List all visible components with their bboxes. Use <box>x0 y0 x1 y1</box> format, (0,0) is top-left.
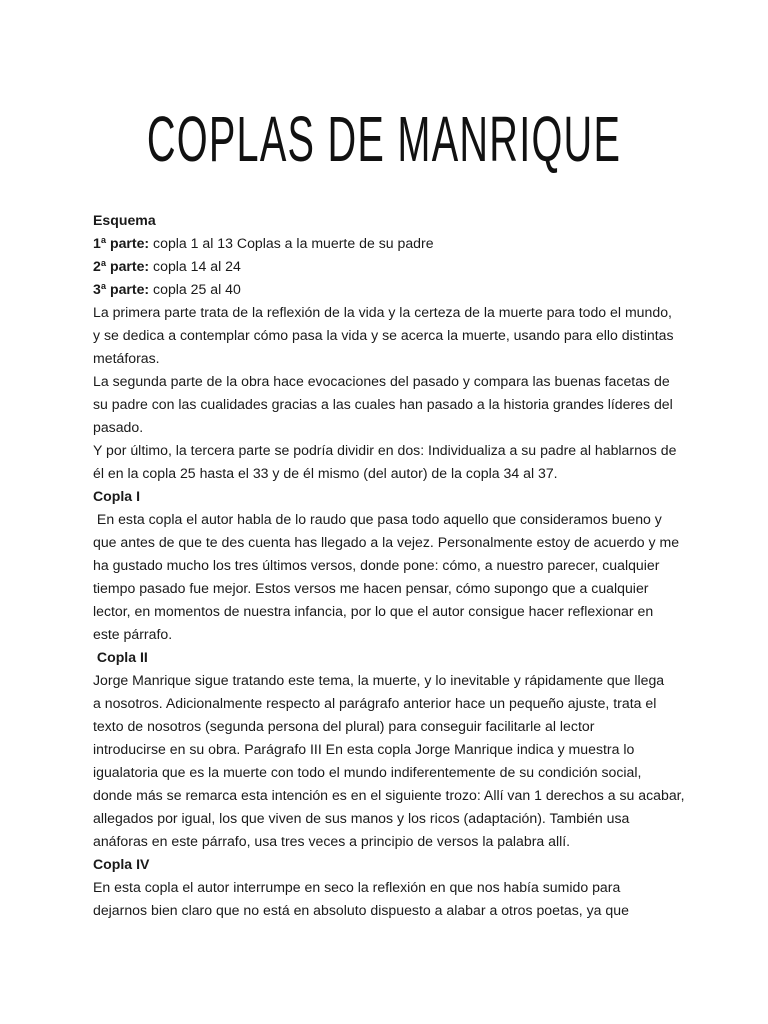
section-heading <box>93 485 683 508</box>
text-line <box>93 784 683 807</box>
line-text: En esta copla el autor habla de lo raudo que pasa todo aquello que consideramos bueno y <box>93 511 662 527</box>
bold-label: Esquema <box>93 212 156 228</box>
line-text: ha gustado mucho los tres últimos versos, donde pone: cómo, a nuestro parecer, cualquier <box>93 557 660 573</box>
line-text: donde más se remarca esta intención es en el siguiente trozo: Allí van 1 derechos a su acabar, <box>93 787 685 803</box>
line-text: él en la copla 25 hasta el 33 y de él mismo (del autor) de la copla 34 al 37. <box>93 465 558 481</box>
text-line <box>93 692 683 715</box>
line-text: introducirse en su obra. Parágrafo III En esta copla Jorge Manrique indica y muestra lo <box>93 741 635 757</box>
line-text: metáforas. <box>93 350 160 366</box>
line-text: a nosotros. Adicionalmente respecto al parágrafo anterior hace un pequeño ajuste, trata el <box>93 695 657 711</box>
line-text: copla 14 al 24 <box>149 258 241 274</box>
text-line <box>93 301 683 324</box>
text-line <box>93 623 683 646</box>
text-line <box>93 324 683 347</box>
text-line <box>93 669 683 692</box>
line-text: anáforas en este párrafo, usa tres veces a principio de versos la palabra allí. <box>93 833 571 849</box>
line-text: En esta copla el autor interrumpe en seco la reflexión en que nos había sumido para <box>93 879 621 895</box>
line-text: copla 25 al 40 <box>149 281 241 297</box>
bold-label: Copla IV <box>93 856 150 872</box>
line-text: pasado. <box>93 419 144 435</box>
section-heading <box>93 209 683 232</box>
text-line <box>93 876 683 899</box>
text-line <box>93 738 683 761</box>
text-line <box>93 577 683 600</box>
section-heading <box>93 646 683 669</box>
text-line <box>93 347 683 370</box>
bold-label: Copla I <box>93 488 140 504</box>
text-line <box>93 232 683 255</box>
text-line <box>93 554 683 577</box>
text-line <box>93 255 683 278</box>
line-text: texto de nosotros (segunda persona del plural) para conseguir facilitarle al lector <box>93 718 595 734</box>
line-text: y se dedica a contemplar cómo pasa la vida y se acerca la muerte, usando para ello distintas <box>93 327 674 343</box>
text-line <box>93 393 683 416</box>
text-line <box>93 370 683 393</box>
text-line <box>93 278 683 301</box>
text-line <box>93 439 683 462</box>
bold-label: Copla II <box>93 649 148 665</box>
line-text: su padre con las cualidades gracias a las cuales han pasado a la historia grandes líderes del <box>93 396 673 412</box>
document-title: COPLAS DE MANRIQUE <box>146 103 622 175</box>
text-line <box>93 416 683 439</box>
line-text: igualatoria que es la muerte con todo el mundo indiferentemente de su condición social, <box>93 764 642 780</box>
text-line <box>93 899 683 922</box>
bold-label: 1ª parte: <box>93 235 150 251</box>
line-text: La primera parte trata de la reflexión de la vida y la certeza de la muerte para todo el mundo, <box>93 304 672 320</box>
line-text: lector, en momentos de nuestra infancia, por lo que el autor consigue hacer reflexionar en <box>93 603 654 619</box>
bold-label: 3ª parte: <box>93 281 150 297</box>
text-line <box>93 600 683 623</box>
text-line <box>93 715 683 738</box>
bold-label: 2ª parte: <box>93 258 150 274</box>
text-line <box>93 807 683 830</box>
document-body <box>93 209 683 922</box>
text-line <box>93 462 683 485</box>
line-text: copla 1 al 13 Coplas a la muerte de su padre <box>149 235 434 251</box>
text-line <box>93 508 683 531</box>
text-line <box>93 531 683 554</box>
line-text: La segunda parte de la obra hace evocaciones del pasado y compara las buenas facetas de <box>93 373 670 389</box>
section-heading <box>93 853 683 876</box>
text-line <box>93 761 683 784</box>
line-text: allegados por igual, los que viven de sus manos y los ricos (adaptación). También usa <box>93 810 630 826</box>
line-text: que antes de que te des cuenta has llegado a la vejez. Personalmente estoy de acuerdo y me <box>93 534 680 550</box>
line-text: este párrafo. <box>93 626 173 642</box>
line-text: Jorge Manrique sigue tratando este tema, la muerte, y lo inevitable y rápidamente que llega <box>93 672 665 688</box>
line-text: Y por último, la tercera parte se podría dividir en dos: Individualiza a su padre al hablarnos de <box>93 442 677 458</box>
line-text: tiempo pasado fue mejor. Estos versos me hacen pensar, cómo supongo que a cualquier <box>93 580 649 596</box>
line-text: dejarnos bien claro que no está en absoluto dispuesto a alabar a otros poetas, ya que <box>93 902 629 918</box>
text-line <box>93 830 683 853</box>
